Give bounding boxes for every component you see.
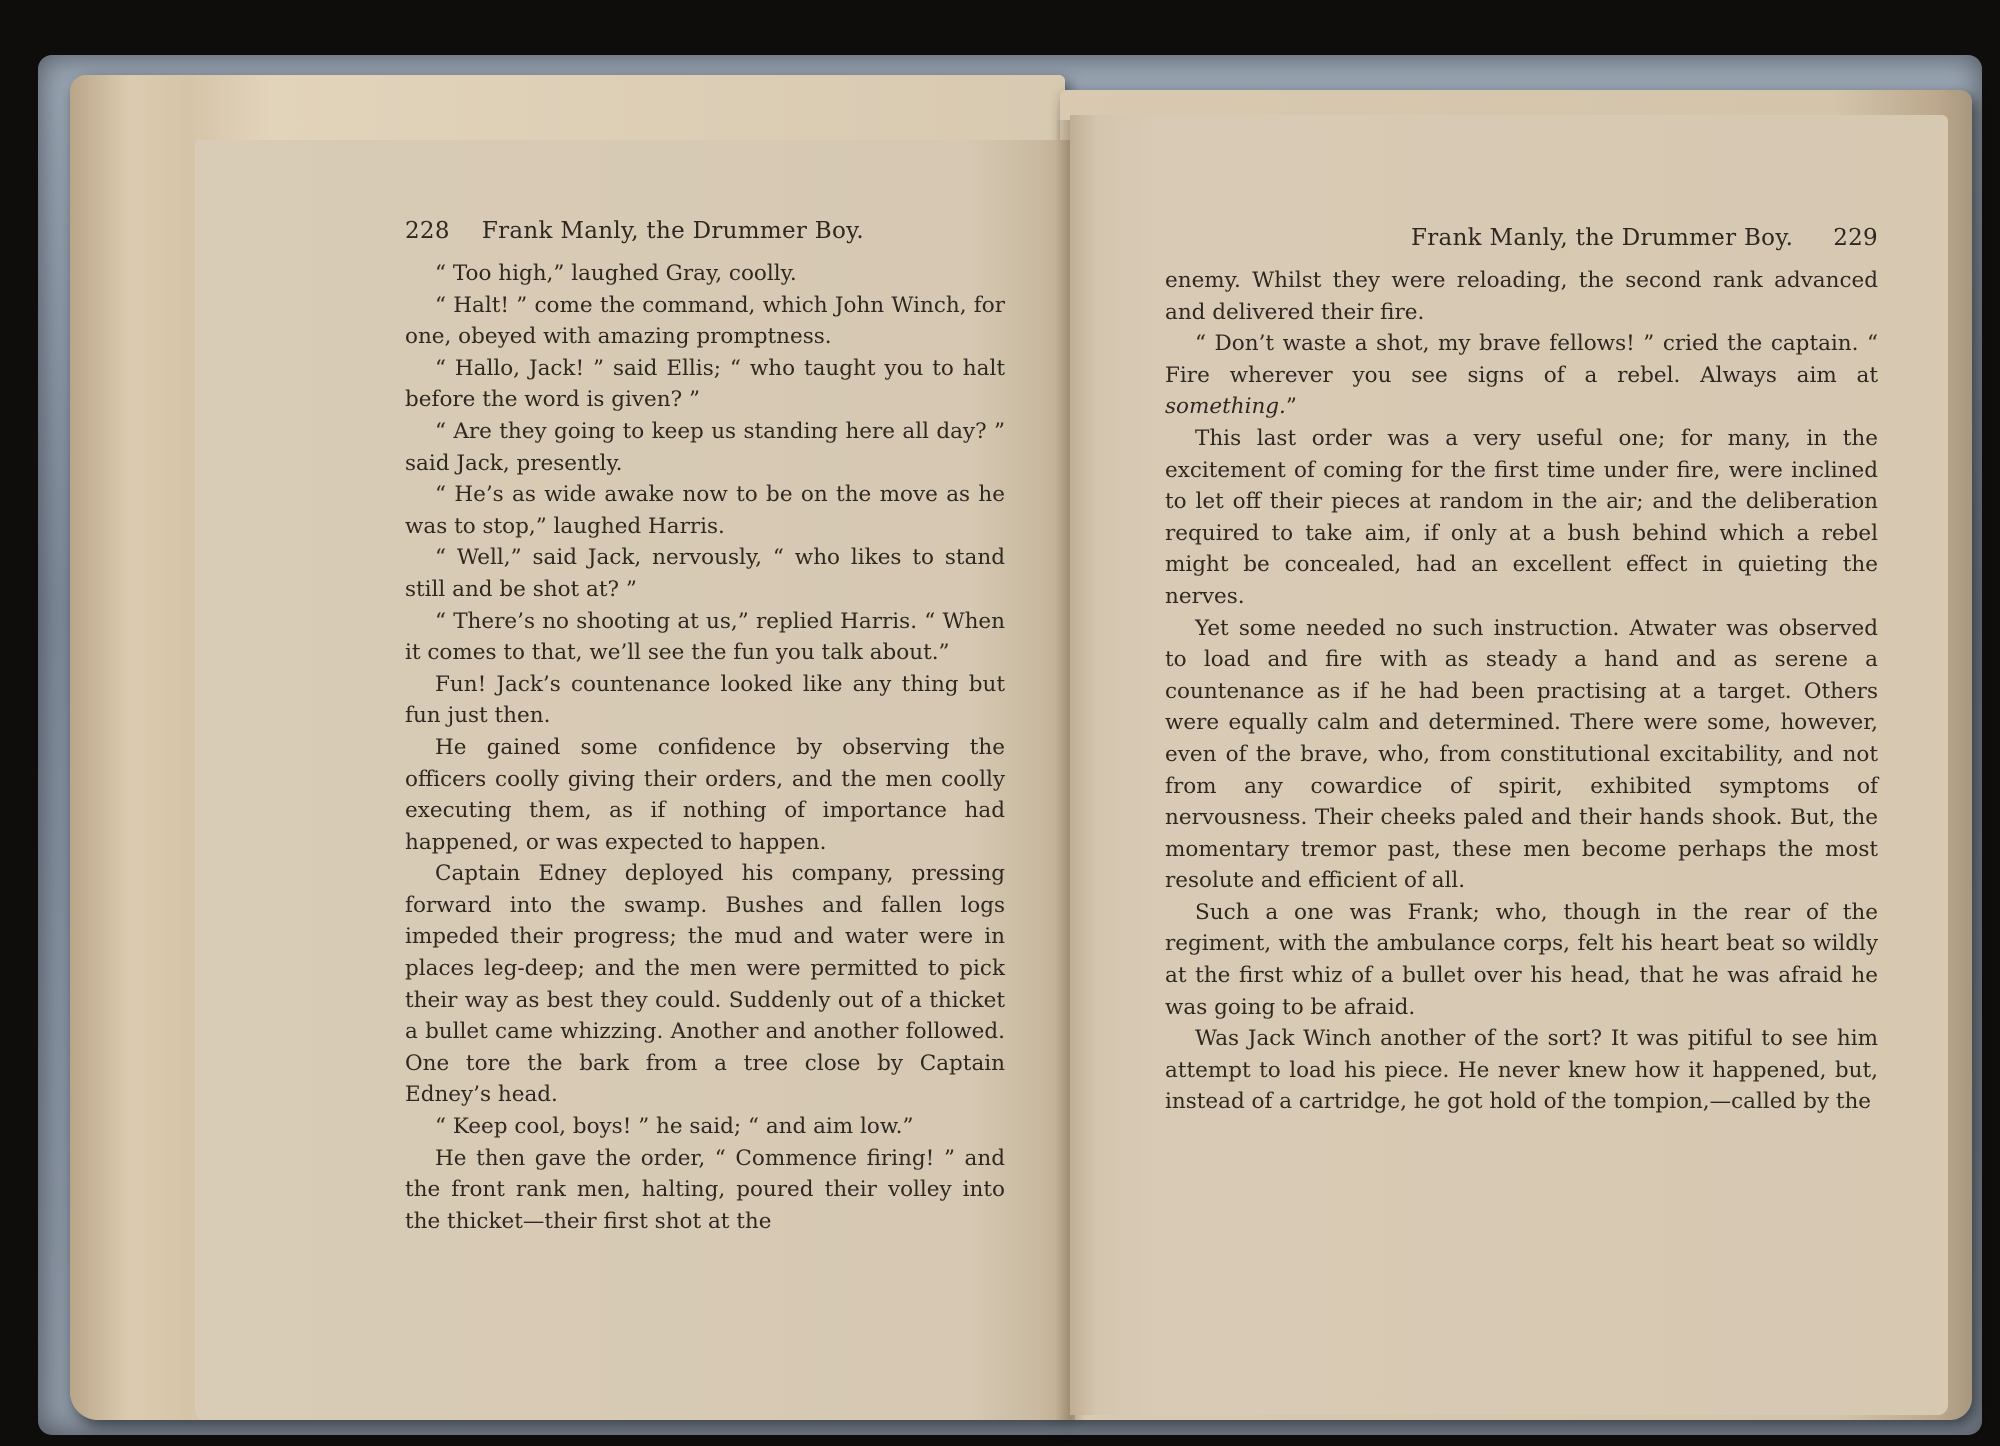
paragraph: [1165, 328, 1878, 423]
paragraph: “ Are they going to keep us standing here all day? ” said Jack, presently.: [405, 418, 1005, 476]
left-running-title: Frank Manly, the Drummer Boy.: [481, 218, 864, 244]
right-page: [1070, 115, 1948, 1415]
right-running-head: [1165, 225, 1878, 251]
paragraph-text: “ Don’t waste a shot, my brave fellows! ” cried the captain. “ Fire wherever you see signs of a rebel. Always aim at: [1165, 331, 1878, 388]
paragraph: “ Hallo, Jack! ” said Ellis; “ who taught you to halt before the word is given? ”: [405, 355, 1005, 413]
paragraph: Yet some needed no such instruction. Atwater was observed to load and fire with as steady a hand and as serene a countenance as if he had been practising at a target. Others were equally calm and determined. There were some, however, even of the brave, who, from constitutional excitability, and not from any cowardice of spirit, exhibited symptoms of nervousness. Their cheeks paled and their hands shook. But, the momentary tremor past, these men become perhaps the most resolute and efficient of all.: [1165, 615, 1878, 894]
paragraph: “ Halt! ” come the command, which John Winch, for one, obeyed with amazing promptness.: [405, 292, 1005, 350]
paragraph: Such a one was Frank; who, though in the rear of the regiment, with the ambulance corps, felt his heart beat so wildly at the first whiz of a bullet over his head, that he was afraid he was going to be afraid.: [1165, 899, 1878, 1020]
paragraph: “ Well,” said Jack, nervously, “ who likes to stand still and be shot at? ”: [405, 545, 1005, 602]
paragraph: “ Too high,” laughed Gray, coolly.: [435, 261, 797, 286]
paragraph: “ Keep cool, boys! ” he said; “ and aim low.”: [435, 1114, 914, 1140]
paragraph: This last order was a very useful one; for many, in the excitement of coming for the first time under fire, were inclined to let off their pieces at random in the air; and the deliberation required to take aim, if only at a bush behind which a rebel might be concealed, had an excellent effect in quieting the nerves.: [1165, 425, 1878, 609]
paragraph: “ There’s no shooting at us,” replied Harris. “ When it comes to that, we’ll see the fun you talk about.”: [405, 608, 1005, 666]
paragraph: He then gave the order, “ Commence firing! ” and the front rank men, halting, poured their volley into the thicket—their first shot at the: [405, 1145, 1005, 1234]
right-page-number: 229: [1833, 225, 1878, 251]
right-running-title: Frank Manly, the Drummer Boy.: [1411, 225, 1794, 251]
paragraph: “ He’s as wide awake now to be on the move as he was to stop,” laughed Harris.: [405, 482, 1005, 539]
continuation-paragraph: enemy. Whilst they were reloading, the second rank advanced and delivered their fire.: [1165, 268, 1878, 325]
paragraph: Fun! Jack’s countenance looked like any thing but fun just then.: [405, 671, 1005, 729]
left-page-number: 228: [405, 218, 450, 244]
paragraph: He gained some confidence by observing the officers coolly giving their orders, and the men coolly executing them, as if nothing of importance had happened, or was expected to happen.: [405, 734, 1005, 855]
left-running-head: [405, 218, 1005, 244]
closing-quote: ”: [1285, 394, 1297, 420]
left-page-text: [405, 258, 1005, 1237]
paragraph: Captain Edney deployed his company, pressing forward into the swamp. Bushes and fallen logs impeded their progress; the mud and water were in places leg-deep; and the men were permitted to pick their way as best they could. Suddenly out of a thicket a bullet came whizzing. Another and another followed. One tore the bark from a tree close by Captain Edney’s head.: [405, 861, 1005, 1108]
paragraph: Was Jack Winch another of the sort? It was pitiful to see him attempt to load his piece. He never knew how it happened, but, instead of a cartridge, he got hold of the tompion,—called by the: [1165, 1026, 1878, 1115]
right-page-text: [1165, 265, 1878, 1118]
left-page: [195, 140, 1075, 1420]
emphasis-text: something.: [1165, 394, 1286, 420]
